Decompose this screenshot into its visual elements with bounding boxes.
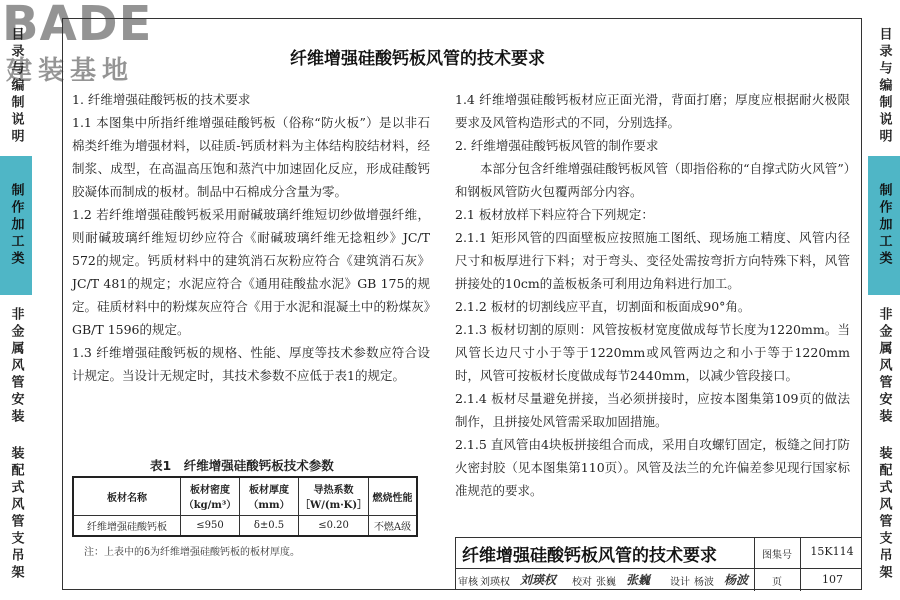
check-name: 张巍 [596,577,616,588]
paragraph: 2.1.2 板材的切割线应平直，切割面和板面成90°角。 [455,299,751,314]
design-name: 杨波 [694,577,714,588]
page-title: 纤维增强硅酸钙板风管的技术要求 [290,49,545,69]
title-block-title: 纤维增强硅酸钙板风管的技术要求 [462,546,717,566]
side-tab-nonmetal-install[interactable]: 非金属风管安装 [0,296,32,438]
table-header: 板材厚度（mm） [240,477,299,515]
paragraph: 1.2 若纤维增强硅酸钙板采用耐碱玻璃纤维短切纱做增强纤维，则耐碱玻璃纤维短切纱应符合《耐碱玻璃纤维无捻粗纱》JC/T 572的规定。钙质材料中的建筑消石灰粉应符合《建筑消石灰》JC/T 481的规定；水泥应符合《通用硅酸盐水泥》GB 175的规定。硅质材料中的粉煤灰应符合《用于水泥和混凝土中的粉煤灰》GB/T 1596的规定。 [72,207,430,337]
paragraph: 2.1 板材放样下料应符合下列规定： [455,207,654,222]
table-header: 燃烧性能 [369,477,417,515]
side-tab-support[interactable]: 装配式风管支吊架 [0,438,32,590]
table-cell: δ±0.5 [240,515,299,536]
table-cell: 不燃A级 [369,515,417,536]
paragraph: 2.1.3 板材切割的原则：风管按板材宽度做成每节长度为1220mm。当风管长边尺寸小于等于1220mm或风管两边之和小于等于1220mm时，风管可按板材长度做成每节2440mm，以减少管段接口。 [455,322,850,383]
table-caption: 表1 纤维增强硅酸钙板技术参数 [150,458,334,473]
side-tab-nonmetal-install[interactable]: 非金属风管安装 [868,296,900,438]
paragraph: 2.1.5 直风管由4块板拼接组合而成，采用自攻螺钉固定，板缝之间打防火密封胶（见本图集第110页）。风管及法兰的允许偏差参见现行国家标准规范的要求。 [455,437,850,498]
right-text-column [455,88,850,502]
review-signature: 刘瑛权 [520,573,557,587]
title-block [455,537,862,590]
design-label: 设计 [670,577,690,588]
paragraph: 1.4 纤维增强硅酸钙板材应正面光滑，背面打磨；厚度应根据耐火极限要求及风管构造形式的不同，分别选择。 [455,92,850,130]
design-signature: 杨波 [724,573,749,587]
table-header: 导热系数［W/(m·K)］ [299,477,369,515]
side-tab-fabrication[interactable]: 制作加工类 [868,156,900,296]
logo-text: BADE [2,0,153,52]
paragraph: 1.3 纤维增强硅酸钙板的规格、性能、厚度等技术参数应符合设计规定。当设计无规定时，其技术参数不应低于表1的规定。 [72,345,430,383]
page-label: 页 [772,577,782,588]
signature-row [456,569,862,591]
paragraph: 1.1 本图集中所指纤维增强硅酸钙板（俗称“防火板”）是以非石棉类纤维为增强材料，以硅质-钙质材料为主体结构胶结材料，经制浆、成型，在高温高压饱和蒸汽中加速固化反应，形成硅酸钙胶凝体而制成的板材。制品中石棉成分含量为零。 [72,115,430,199]
paragraph: 2.1.4 板材尽量避免拼接，当必须拼接时，应按本图集第109页的做法制作，且拼接处风管需采取加固措施。 [455,391,850,429]
section-heading: 1. 纤维增强硅酸钙板的技术要求 [72,92,251,107]
spec-table [72,476,418,537]
left-sidebar [0,18,32,590]
table-cell: 纤维增强硅酸钙板 [73,515,181,536]
table-note: 注：上表中的δ为纤维增强硅酸钙板的板材厚度。 [84,547,301,558]
check-signature: 张巍 [626,573,651,587]
table-cell: ≤0.20 [299,515,369,536]
side-tab-fabrication[interactable]: 制作加工类 [0,156,32,296]
paragraph: 2.1.1 矩形风管的四面壁板应按照施工图纸、现场施工精度、风管内径尺寸和板厚进行下料；对于弯头、变径处需按弯折方向特殊下料，风管拼接处的10cm的盖板板条可利用边角料进行加工。 [455,230,850,291]
review-name: 刘瑛权 [480,577,510,588]
side-tab-catalog[interactable]: 目录与编制说明 [0,18,32,156]
atlas-label: 图集号 [762,550,792,561]
table-row [73,515,417,536]
table-header: 板材名称 [73,477,181,515]
page-number: 107 [822,573,843,586]
paragraph: 本部分包含纤维增强硅酸钙板风管（即指俗称的“自撑式防火风管”）和钢板风管防火包覆两部分内容。 [455,161,850,199]
left-text-column [72,88,430,387]
section-heading: 2. 纤维增强硅酸钙板风管的制作要求 [455,138,659,153]
side-tab-support[interactable]: 装配式风管支吊架 [868,438,900,590]
table-cell: ≤950 [181,515,240,536]
check-label: 校对 [572,577,592,588]
review-label: 审核 [458,577,478,588]
logo-subtext: 建装基地 [6,56,135,86]
table-header: 板材密度（kg/m³） [181,477,240,515]
atlas-number: 15K114 [810,545,854,558]
side-tab-catalog[interactable]: 目录与编制说明 [868,18,900,156]
right-sidebar [868,18,900,590]
